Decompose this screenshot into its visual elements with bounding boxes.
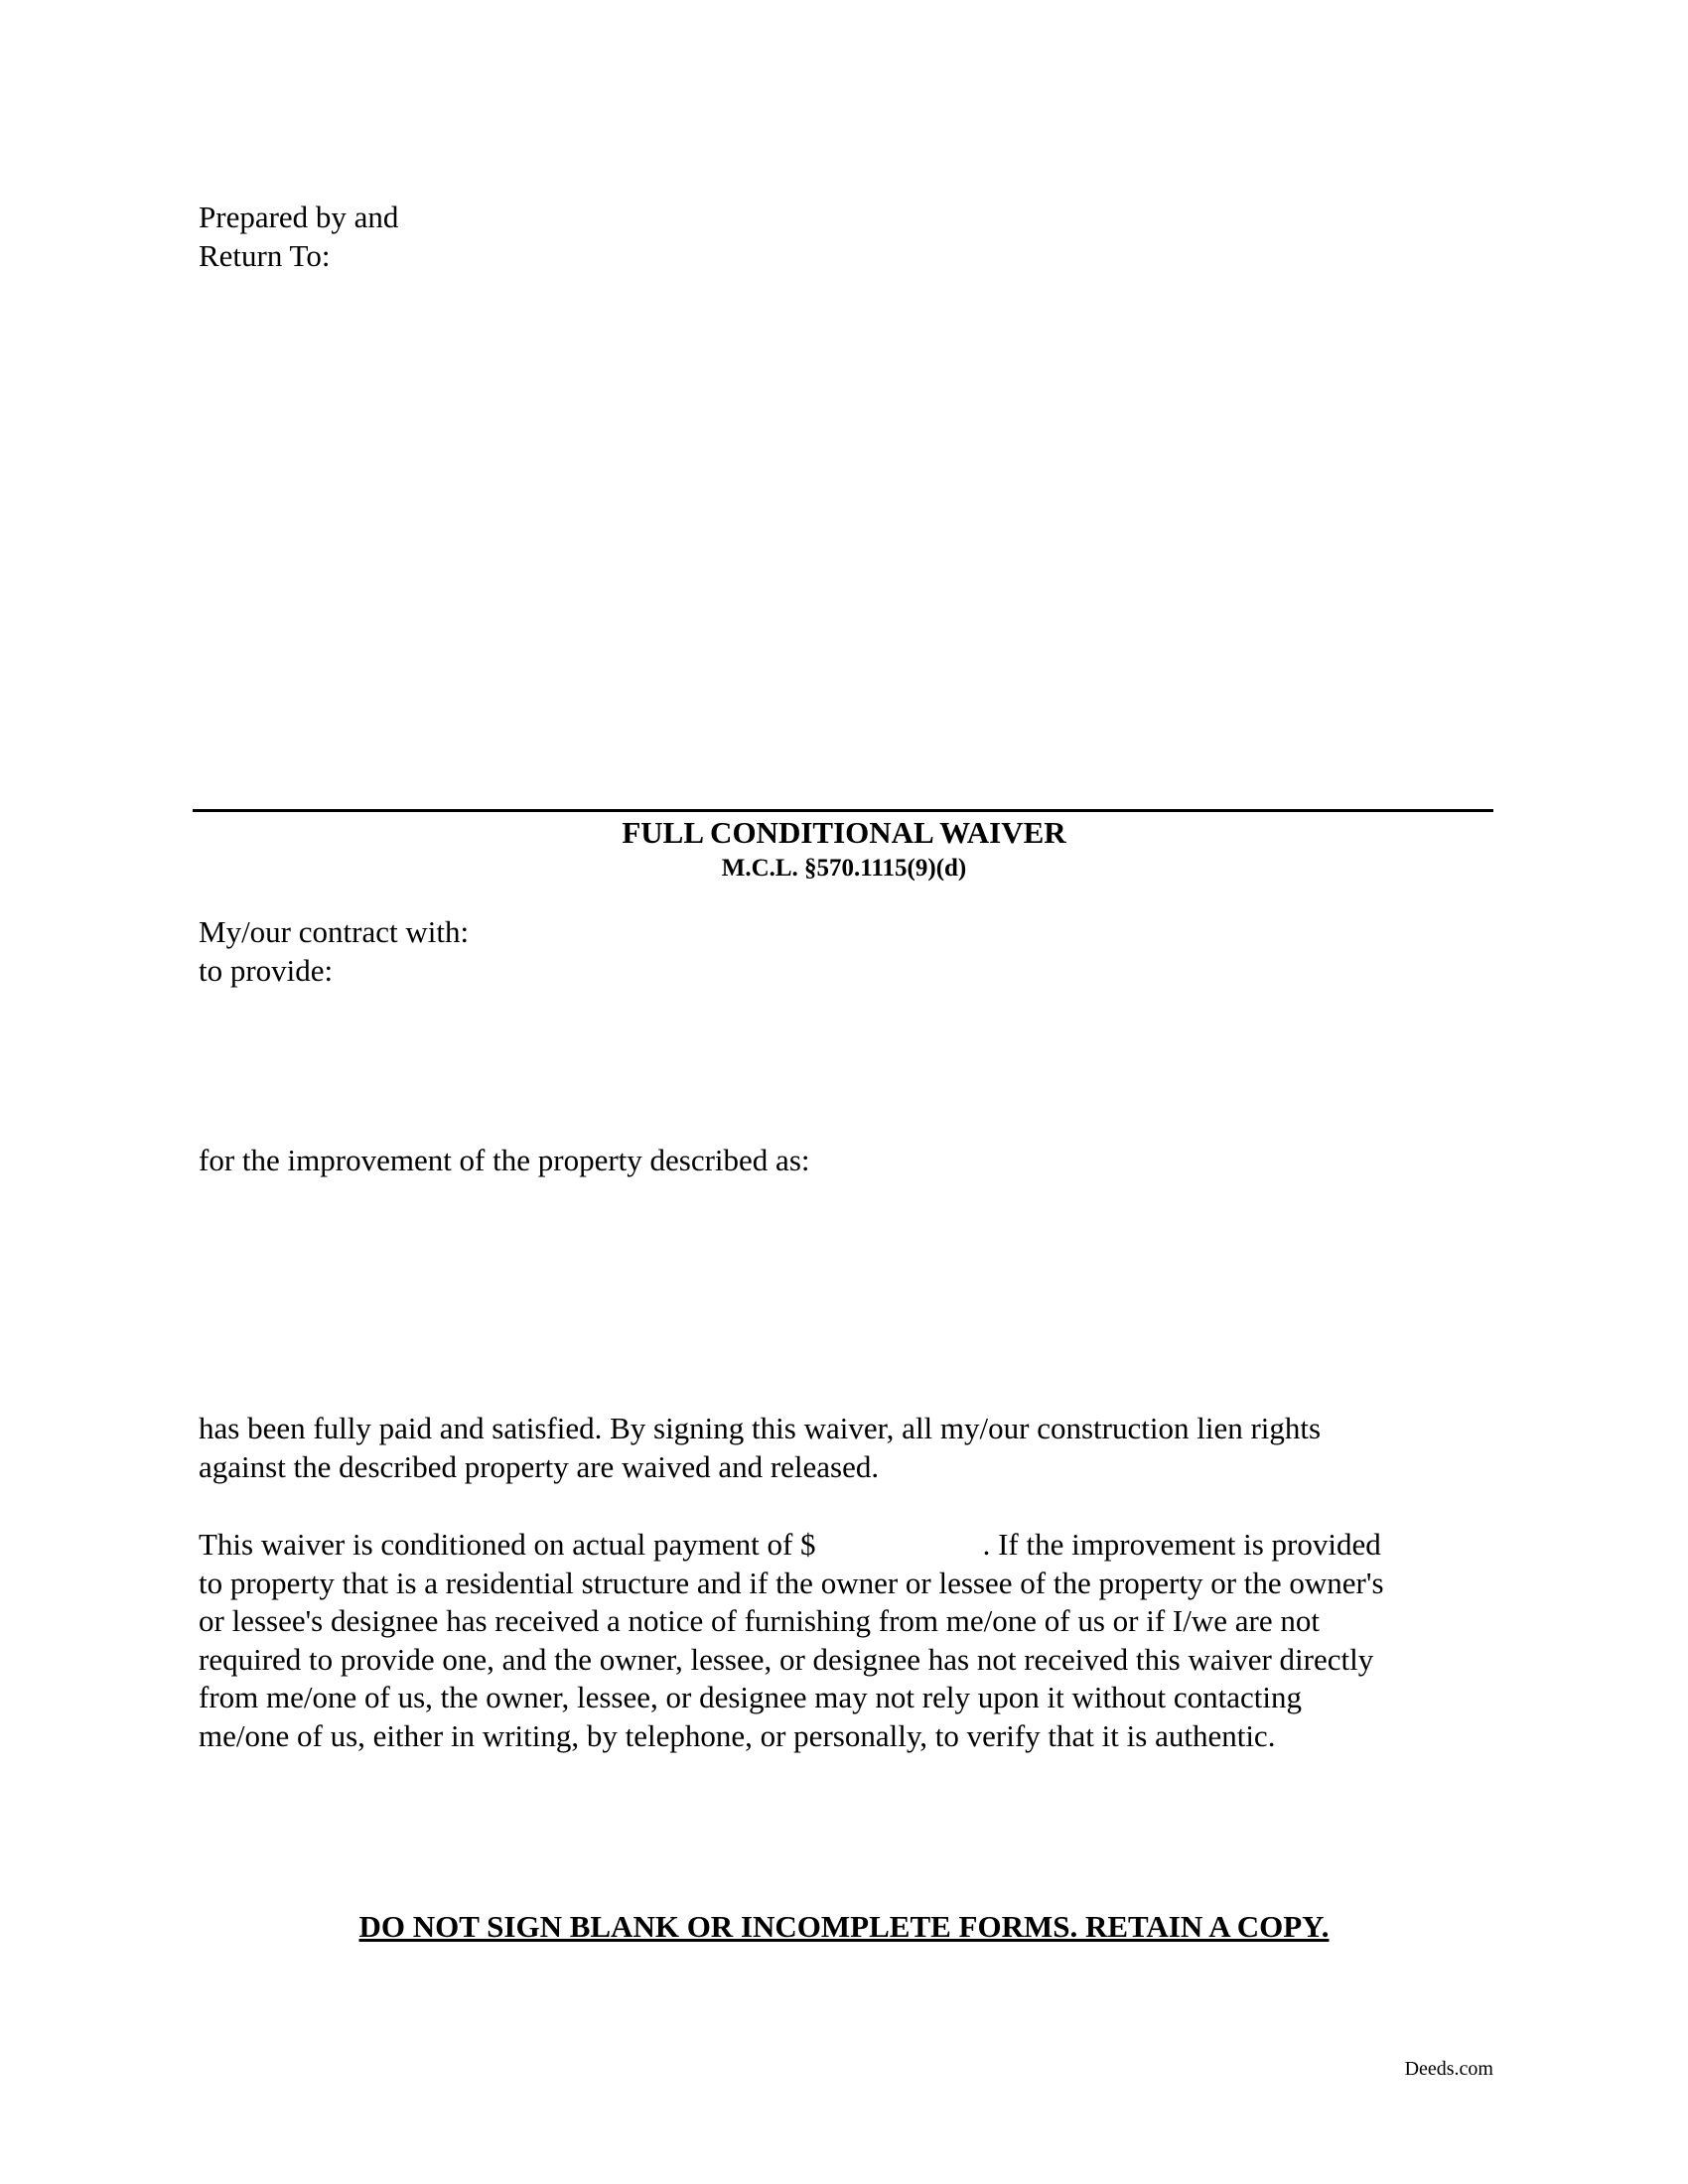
paid-paragraph (199, 1410, 1499, 1486)
conditioned-paragraph-line: or lessee's designee has received a notice of furnishing from me/one of us or if I/we are not (199, 1603, 1320, 1638)
statute-citation: M.C.L. §570.1115(9)(d) (721, 855, 967, 882)
property-description-label: for the improvement of the property described as: (199, 1143, 810, 1177)
prepared-by-label: Prepared by and (199, 200, 399, 234)
signing-warning: DO NOT SIGN BLANK OR INCOMPLETE FORMS. RETAIN A COPY. (358, 1909, 1330, 1944)
to-provide-label: to provide: (199, 952, 334, 988)
paid-paragraph-line: has been fully paid and satisfied. By signing this waiver, all my/our construction lien rights (199, 1411, 1322, 1445)
return-to-label: Return To: (199, 237, 331, 273)
document-title: FULL CONDITIONAL WAIVER (622, 815, 1066, 850)
conditioned-paragraph-line: me/one of us, either in writing, by telephone, or personally, to verify that it is authentic. (199, 1717, 1276, 1753)
improvement-clause-text: . If the improvement is provided (982, 1527, 1381, 1562)
payment-clause-text: This waiver is conditioned on actual payment of $ (199, 1527, 816, 1562)
contract-block (199, 913, 469, 990)
conditioned-paragraph-line: from me/one of us, the owner, lessee, or designee may not rely upon it without contacting (199, 1680, 1303, 1714)
conditioned-paragraph-line: to property that is a residential structure and if the owner or lessee of the property or the owner's (199, 1565, 1384, 1600)
footer-brand: Deeds.com (1404, 2058, 1493, 2080)
conditioned-paragraph (199, 1526, 1499, 1755)
conditioned-paragraph-line: required to provide one, and the owner, lessee, or designee has not received this waiver directly (199, 1641, 1374, 1677)
header-divider (193, 809, 1493, 812)
contract-with-label: My/our contract with: (199, 914, 470, 949)
prepared-by-block (199, 199, 398, 275)
paid-paragraph-line: against the described property are waived and released. (199, 1448, 880, 1484)
conditioned-paragraph-line (199, 1526, 1499, 1565)
